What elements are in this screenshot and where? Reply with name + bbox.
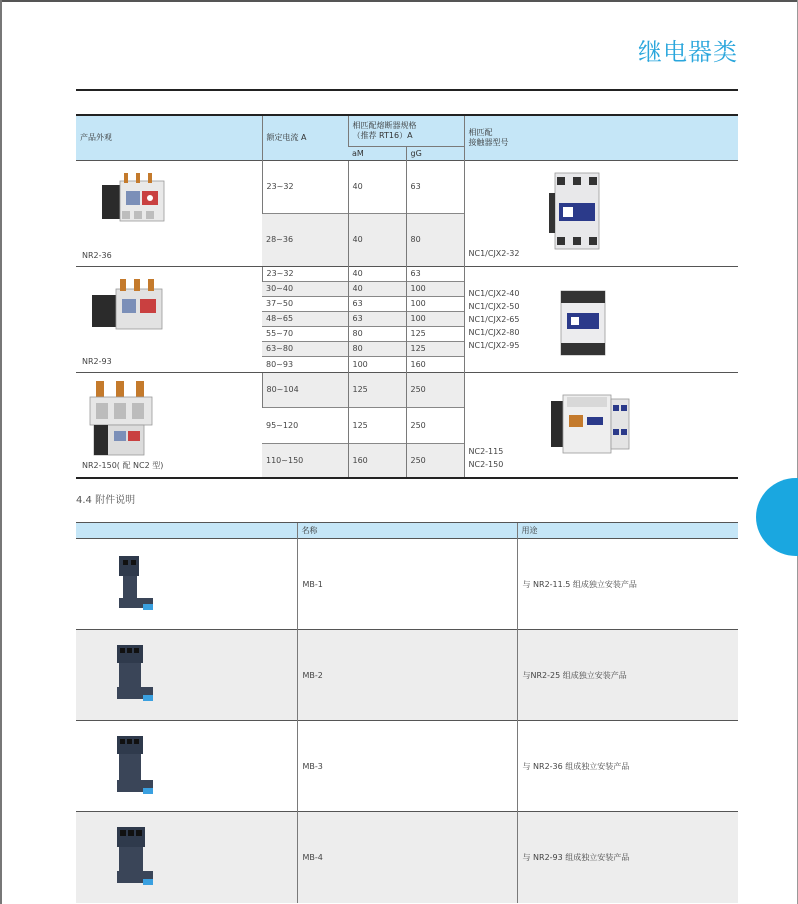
product-cell-nr2-93 [76, 266, 262, 372]
accessory-name: MB-1 [297, 539, 517, 630]
contactor-label: NC1/CJX2-65 [468, 314, 520, 324]
cell-current: 80~93 [262, 356, 348, 372]
relay-nr2-36-image [92, 171, 172, 235]
contactor-label: NC2-115 [468, 447, 504, 456]
cell-am: 80 [348, 341, 406, 356]
contactor-label: NC1/CJX2-95 [468, 340, 520, 350]
header-rated-current: 额定电流 A [262, 115, 348, 160]
cell-current: 63~80 [262, 341, 348, 356]
cell-am: 63 [348, 311, 406, 326]
cell-am: 80 [348, 326, 406, 341]
header-am: aM [348, 146, 406, 160]
cell-current: 48~65 [262, 311, 348, 326]
cell-gg: 63 [406, 160, 464, 213]
contactor-nc1-large-image [557, 287, 609, 359]
cell-am: 63 [348, 296, 406, 311]
cell-current: 110~150 [262, 443, 348, 478]
contactor-label: NC1/CJX2-40 [468, 288, 520, 298]
accessory-name: MB-2 [297, 630, 517, 721]
accessory-use: 与 NR2-36 组成独立安装产品 [517, 721, 738, 812]
cell-current: 55~70 [262, 326, 348, 341]
mounting-base-mb-2-image [109, 643, 159, 707]
cell-gg: 80 [406, 213, 464, 266]
contactor-list [469, 287, 520, 352]
header-use: 用途 [517, 523, 738, 539]
accessory-table [76, 522, 738, 903]
relay-spec-table [76, 114, 738, 479]
product-cell-nr2-150 [76, 372, 262, 478]
header-contactor: 相匹配 接触器型号 [464, 115, 738, 160]
header-name: 名称 [297, 523, 517, 539]
cell-am: 125 [348, 407, 406, 443]
accessory-image-cell [76, 630, 297, 721]
title-rule [76, 89, 738, 91]
relay-nr2-150-image [86, 379, 156, 459]
page-title: 继电器类 [638, 38, 738, 66]
accessory-name: MB-3 [297, 721, 517, 812]
contactor-cell-2 [464, 266, 738, 372]
header-image [76, 523, 297, 539]
table-row [76, 630, 738, 721]
product-name: NR2-36 [82, 250, 112, 260]
accessory-use: 与 NR2-93 组成独立安装产品 [517, 812, 738, 903]
contactor-label: NC1/CJX2-50 [468, 301, 520, 311]
cell-gg: 100 [406, 281, 464, 296]
cell-am: 125 [348, 372, 406, 407]
cell-current: 37~50 [262, 296, 348, 311]
contactor-label: NC1/CJX2-80 [468, 327, 520, 337]
product-name: NR2-93 [82, 356, 112, 366]
contactor-cell-1 [464, 160, 738, 266]
cell-gg: 250 [406, 407, 464, 443]
accessory-image-cell [76, 812, 297, 903]
cell-am: 40 [348, 213, 406, 266]
accessory-use: 与 NR2-11.5 组成独立安装产品 [517, 539, 738, 630]
relay-nr2-93-image [88, 277, 168, 337]
table-row [76, 812, 738, 903]
cell-gg: 125 [406, 326, 464, 341]
chapter-tab [756, 478, 798, 556]
cell-current: 28~36 [262, 213, 348, 266]
contactor-nc2-image [551, 389, 631, 459]
cell-am: 40 [348, 266, 406, 281]
table-row [76, 721, 738, 812]
cell-current: 30~40 [262, 281, 348, 296]
section-title: 4.4 附件说明 [76, 495, 136, 506]
mounting-base-mb-4-image [109, 825, 159, 889]
accessory-image-cell [76, 539, 297, 630]
product-cell-nr2-36 [76, 160, 262, 266]
accessory-image-cell [76, 721, 297, 812]
cell-gg: 63 [406, 266, 464, 281]
cell-am: 160 [348, 443, 406, 478]
cell-current: 95~120 [262, 407, 348, 443]
accessory-use: 与NR2-25 组成独立安装产品 [517, 630, 738, 721]
cell-current: 23~32 [262, 266, 348, 281]
header-fuse: 相匹配熔断器规格 （推荐 RT16）A [348, 115, 464, 146]
header-gg: gG [406, 146, 464, 160]
cell-gg: 250 [406, 443, 464, 478]
contactor-nc1-image [549, 169, 605, 253]
cell-current: 23~32 [262, 160, 348, 213]
page-frame-top [0, 0, 798, 2]
table-row [76, 539, 738, 630]
cell-gg: 250 [406, 372, 464, 407]
contactor-cell-3 [464, 372, 738, 478]
contactor-label: NC2-150 [468, 460, 504, 469]
cell-gg: 160 [406, 356, 464, 372]
product-name: NR2-150( 配 NC2 型) [82, 461, 164, 470]
cell-am: 100 [348, 356, 406, 372]
cell-gg: 100 [406, 311, 464, 326]
cell-am: 40 [348, 281, 406, 296]
contactor-label: NC1/CJX2-32 [468, 248, 520, 258]
mounting-base-mb-3-image [109, 734, 159, 798]
mounting-base-mb-1-image [109, 554, 159, 614]
cell-am: 40 [348, 160, 406, 213]
cell-gg: 100 [406, 296, 464, 311]
cell-gg: 125 [406, 341, 464, 356]
cell-current: 80~104 [262, 372, 348, 407]
header-appearance: 产品外观 [76, 115, 262, 160]
page-frame-left [0, 0, 2, 904]
accessory-name: MB-4 [297, 812, 517, 903]
